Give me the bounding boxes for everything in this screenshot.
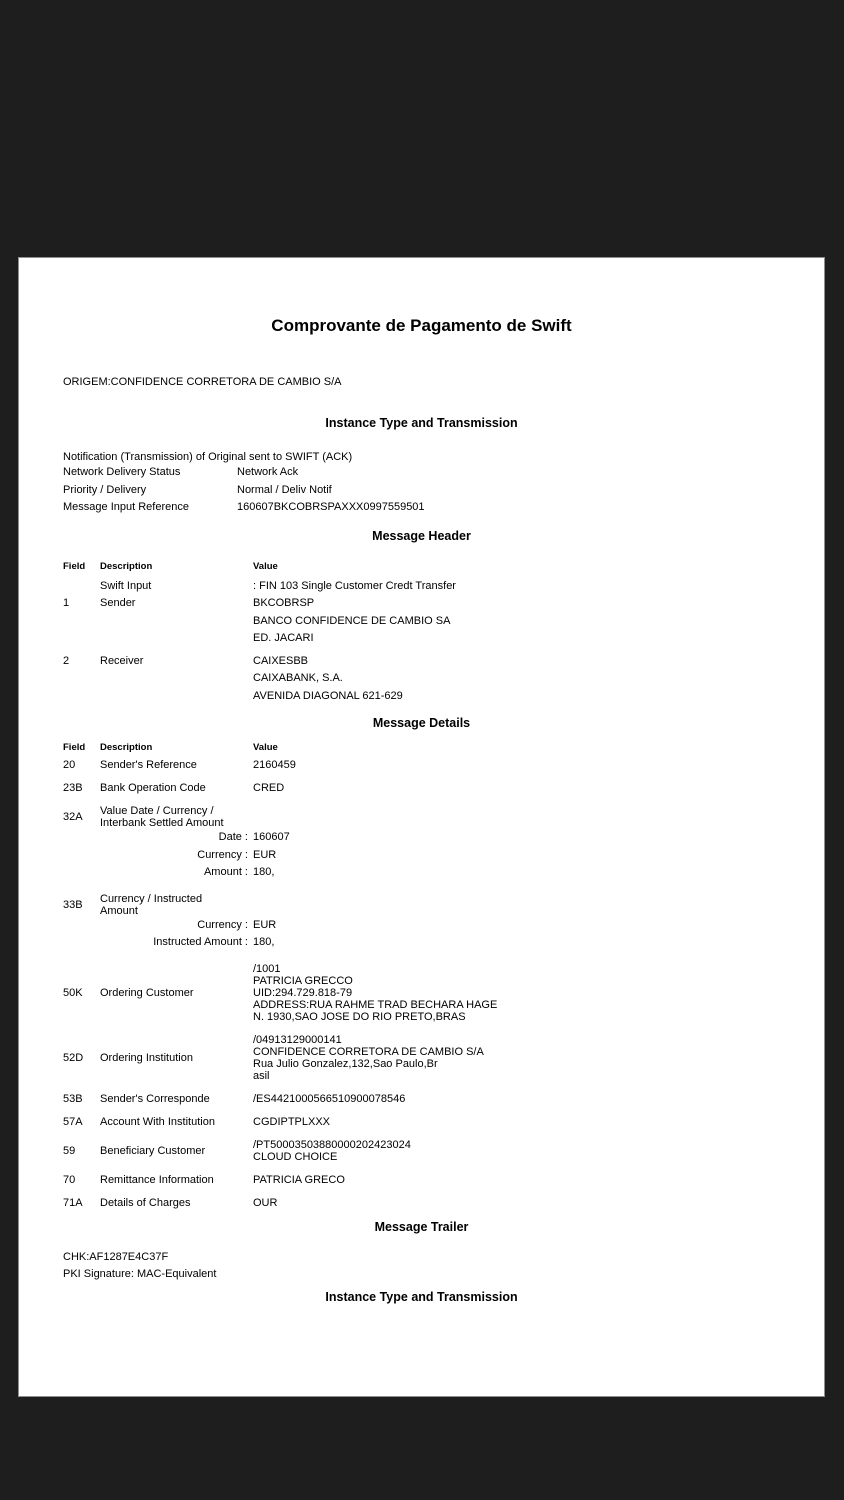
document-page: [18, 257, 825, 1397]
currency-label: Currency :: [197, 848, 248, 861]
message-details-column-row: [63, 742, 780, 754]
value-date-description-line: Interbank Settled Amount: [100, 817, 224, 829]
beneficiary-customer-value-line: CLOUD CHOICE: [253, 1150, 338, 1163]
network-delivery-status-value: Network Ack: [237, 466, 299, 478]
instructed-amount-subrow: [63, 934, 780, 952]
date-subrow: [63, 829, 780, 847]
col-header-description: Description: [100, 742, 153, 753]
receiver-value-line: AVENIDA DIAGONAL 621-629: [253, 689, 403, 702]
amount-label: Amount :: [203, 866, 248, 878]
details-of-charges-field: 71A: [63, 1196, 83, 1209]
senders-correspondent-value: /ES4421000566510900078546: [253, 1092, 406, 1105]
ordering-institution-row: [63, 1034, 780, 1082]
ordering-institution-group: [63, 1034, 780, 1082]
network-delivery-status-row: [63, 464, 780, 482]
ordering-customer-field: 50K: [63, 986, 83, 999]
col-header-field: Field: [63, 742, 86, 753]
swift-input-value: : FIN 103 Single Customer Credt Transfer: [253, 579, 456, 592]
amount-value: 180,: [253, 866, 275, 878]
account-with-institution-row: [63, 1116, 780, 1128]
instructed-amount-description-line: Amount: [100, 904, 138, 917]
ordering-customer-value-line: ADDRESS:RUA RAHME TRAD BECHARA HAGE: [253, 998, 498, 1011]
col-header-value: Value: [253, 560, 278, 572]
ordering-customer-description: Ordering Customer: [100, 986, 194, 999]
section-heading-message-header: Message Header: [372, 528, 471, 543]
instructed-amount-subvalue: 180,: [253, 936, 275, 948]
ordering-institution-value-line: /04913129000141: [253, 1033, 342, 1046]
origin-line: ORIGEM:CONFIDENCE CORRETORA DE CAMBIO S/A: [63, 376, 342, 388]
details-of-charges-value: OUR: [253, 1196, 278, 1209]
account-with-institution-description: Account With Institution: [100, 1115, 215, 1128]
value-date-group: [63, 805, 780, 882]
remittance-information-row: [63, 1174, 780, 1186]
ordering-customer-value-line: PATRICIA GRECCO: [253, 974, 353, 987]
sender-description: Sender: [100, 597, 136, 609]
details-of-charges-row: [63, 1197, 780, 1209]
sender-value-line: BKCOBRSP: [253, 597, 315, 609]
ordering-customer-value-line: UID:294.729.818-79: [253, 986, 353, 999]
ordering-customer-row: [63, 963, 780, 1023]
account-with-institution-group: [63, 1116, 780, 1128]
date-value: 160607: [253, 831, 290, 843]
remittance-information-description: Remittance Information: [100, 1173, 214, 1186]
senders-correspondent-field: 53B: [63, 1092, 83, 1105]
amount-subrow: [63, 864, 780, 882]
message-input-reference-value: 160607BKCOBRSPAXXX0997559501: [237, 501, 425, 513]
instructed-currency-value: EUR: [253, 918, 277, 931]
beneficiary-customer-value-line: /PT50003503880000202423024: [253, 1138, 411, 1151]
priority-delivery-label: Priority / Delivery: [63, 483, 147, 496]
notification-line: Notification (Transmission) of Original sent to SWIFT (ACK): [63, 451, 353, 463]
receiver-value-line: CAIXABANK, S.A.: [253, 672, 343, 684]
beneficiary-customer-value: [253, 1139, 780, 1163]
message-input-reference-row: [63, 499, 780, 517]
instructed-amount-row: [63, 893, 780, 917]
beneficiary-customer-description: Beneficiary Customer: [100, 1144, 206, 1157]
details-of-charges-group: [63, 1197, 780, 1209]
receiver-row: [63, 653, 780, 706]
priority-delivery-row: [63, 482, 780, 500]
section-heading-instance-type: Instance Type and Transmission: [325, 416, 518, 430]
bank-operation-code-row: [63, 782, 780, 794]
receiver-value-line: CAIXESBB: [253, 654, 309, 667]
senders-correspondent-row: [63, 1093, 780, 1105]
receiver-field: 2: [63, 654, 70, 667]
instructed-amount-sublabel: Instructed Amount :: [153, 936, 248, 948]
senders-reference-value: 2160459: [253, 759, 296, 771]
message-details-rows: [63, 759, 780, 1209]
remittance-information-field: 70: [63, 1173, 76, 1186]
message-header-column-row: [63, 561, 780, 573]
currency-value: EUR: [253, 848, 277, 861]
remittance-information-value: PATRICIA GRECO: [253, 1173, 345, 1186]
col-header-value: Value: [253, 742, 278, 753]
receiver-value: [253, 653, 780, 706]
remittance-information-group: [63, 1174, 780, 1186]
senders-correspondent-description: Sender's Corresponde: [100, 1092, 210, 1105]
beneficiary-customer-group: [63, 1139, 780, 1163]
chk-line: CHK:AF1287E4C37F: [63, 1250, 169, 1263]
sender-row: [63, 595, 780, 648]
sender-value-line: ED. JACARI: [253, 632, 314, 644]
swift-input-row: [63, 578, 780, 596]
senders-reference-field: 20: [63, 759, 76, 771]
ordering-customer-group: [63, 963, 780, 1023]
beneficiary-customer-row: [63, 1139, 780, 1163]
receiver-description: Receiver: [100, 654, 144, 667]
priority-delivery-value: Normal / Deliv Notif: [237, 483, 332, 496]
value-date-description-line: Value Date / Currency /: [100, 805, 214, 817]
details-of-charges-description: Details of Charges: [100, 1196, 191, 1209]
ordering-institution-description: Ordering Institution: [100, 1051, 193, 1064]
sender-field: 1: [63, 597, 70, 609]
sender-value: [253, 595, 780, 648]
ordering-institution-value-line: CONFIDENCE CORRETORA DE CAMBIO S/A: [253, 1045, 484, 1058]
document-content: [19, 316, 824, 1305]
instructed-amount-description: [100, 893, 253, 917]
account-with-institution-field: 57A: [63, 1115, 83, 1128]
bank-operation-code-field: 23B: [63, 782, 83, 794]
instructed-currency-subrow: [63, 917, 780, 935]
beneficiary-customer-field: 59: [63, 1144, 76, 1157]
senders-reference-row: [63, 759, 780, 771]
col-header-description: Description: [100, 560, 153, 572]
value-date-description: [100, 805, 253, 829]
instructed-amount-field: 33B: [63, 898, 83, 911]
account-with-institution-value: CGDIPTPLXXX: [253, 1115, 331, 1128]
instructed-amount-description-line: Currency / Instructed: [100, 892, 203, 905]
senders-correspondent-group: [63, 1093, 780, 1105]
date-label: Date :: [218, 831, 248, 843]
senders-reference-group: [63, 759, 780, 771]
instructed-amount-group: [63, 893, 780, 952]
col-header-field: Field: [63, 560, 86, 572]
currency-subrow: [63, 847, 780, 865]
ordering-customer-value: [253, 963, 780, 1023]
ordering-institution-field: 52D: [63, 1051, 84, 1064]
value-date-row: [63, 805, 780, 829]
network-delivery-status-label: Network Delivery Status: [63, 466, 181, 478]
sender-value-line: BANCO CONFIDENCE DE CAMBIO SA: [253, 614, 451, 627]
pki-signature-line: PKI Signature: MAC-Equivalent: [63, 1268, 217, 1280]
section-heading-message-details: Message Details: [372, 716, 471, 730]
message-input-reference-label: Message Input Reference: [63, 501, 189, 513]
ordering-customer-value-line: N. 1930,SAO JOSE DO RIO PRETO,BRAS: [253, 1010, 466, 1023]
ordering-institution-value: [253, 1034, 780, 1082]
value-date-field: 32A: [63, 811, 83, 823]
section-heading-instance-type-footer: Instance Type and Transmission: [325, 1289, 518, 1304]
instructed-currency-label: Currency :: [197, 918, 248, 931]
ordering-institution-value-line: asil: [253, 1069, 270, 1082]
senders-reference-description: Sender's Reference: [100, 759, 197, 771]
document-title: Comprovante de Pagamento de Swift: [271, 316, 572, 335]
section-heading-message-trailer: Message Trailer: [374, 1219, 469, 1234]
swift-input-description: Swift Input: [100, 579, 152, 592]
bank-operation-code-value: CRED: [253, 782, 285, 794]
ordering-customer-value-line: /1001: [253, 962, 281, 975]
bank-operation-code-description: Bank Operation Code: [100, 782, 206, 794]
bank-operation-code-group: [63, 782, 780, 794]
ordering-institution-value-line: Rua Julio Gonzalez,132,Sao Paulo,Br: [253, 1057, 438, 1070]
